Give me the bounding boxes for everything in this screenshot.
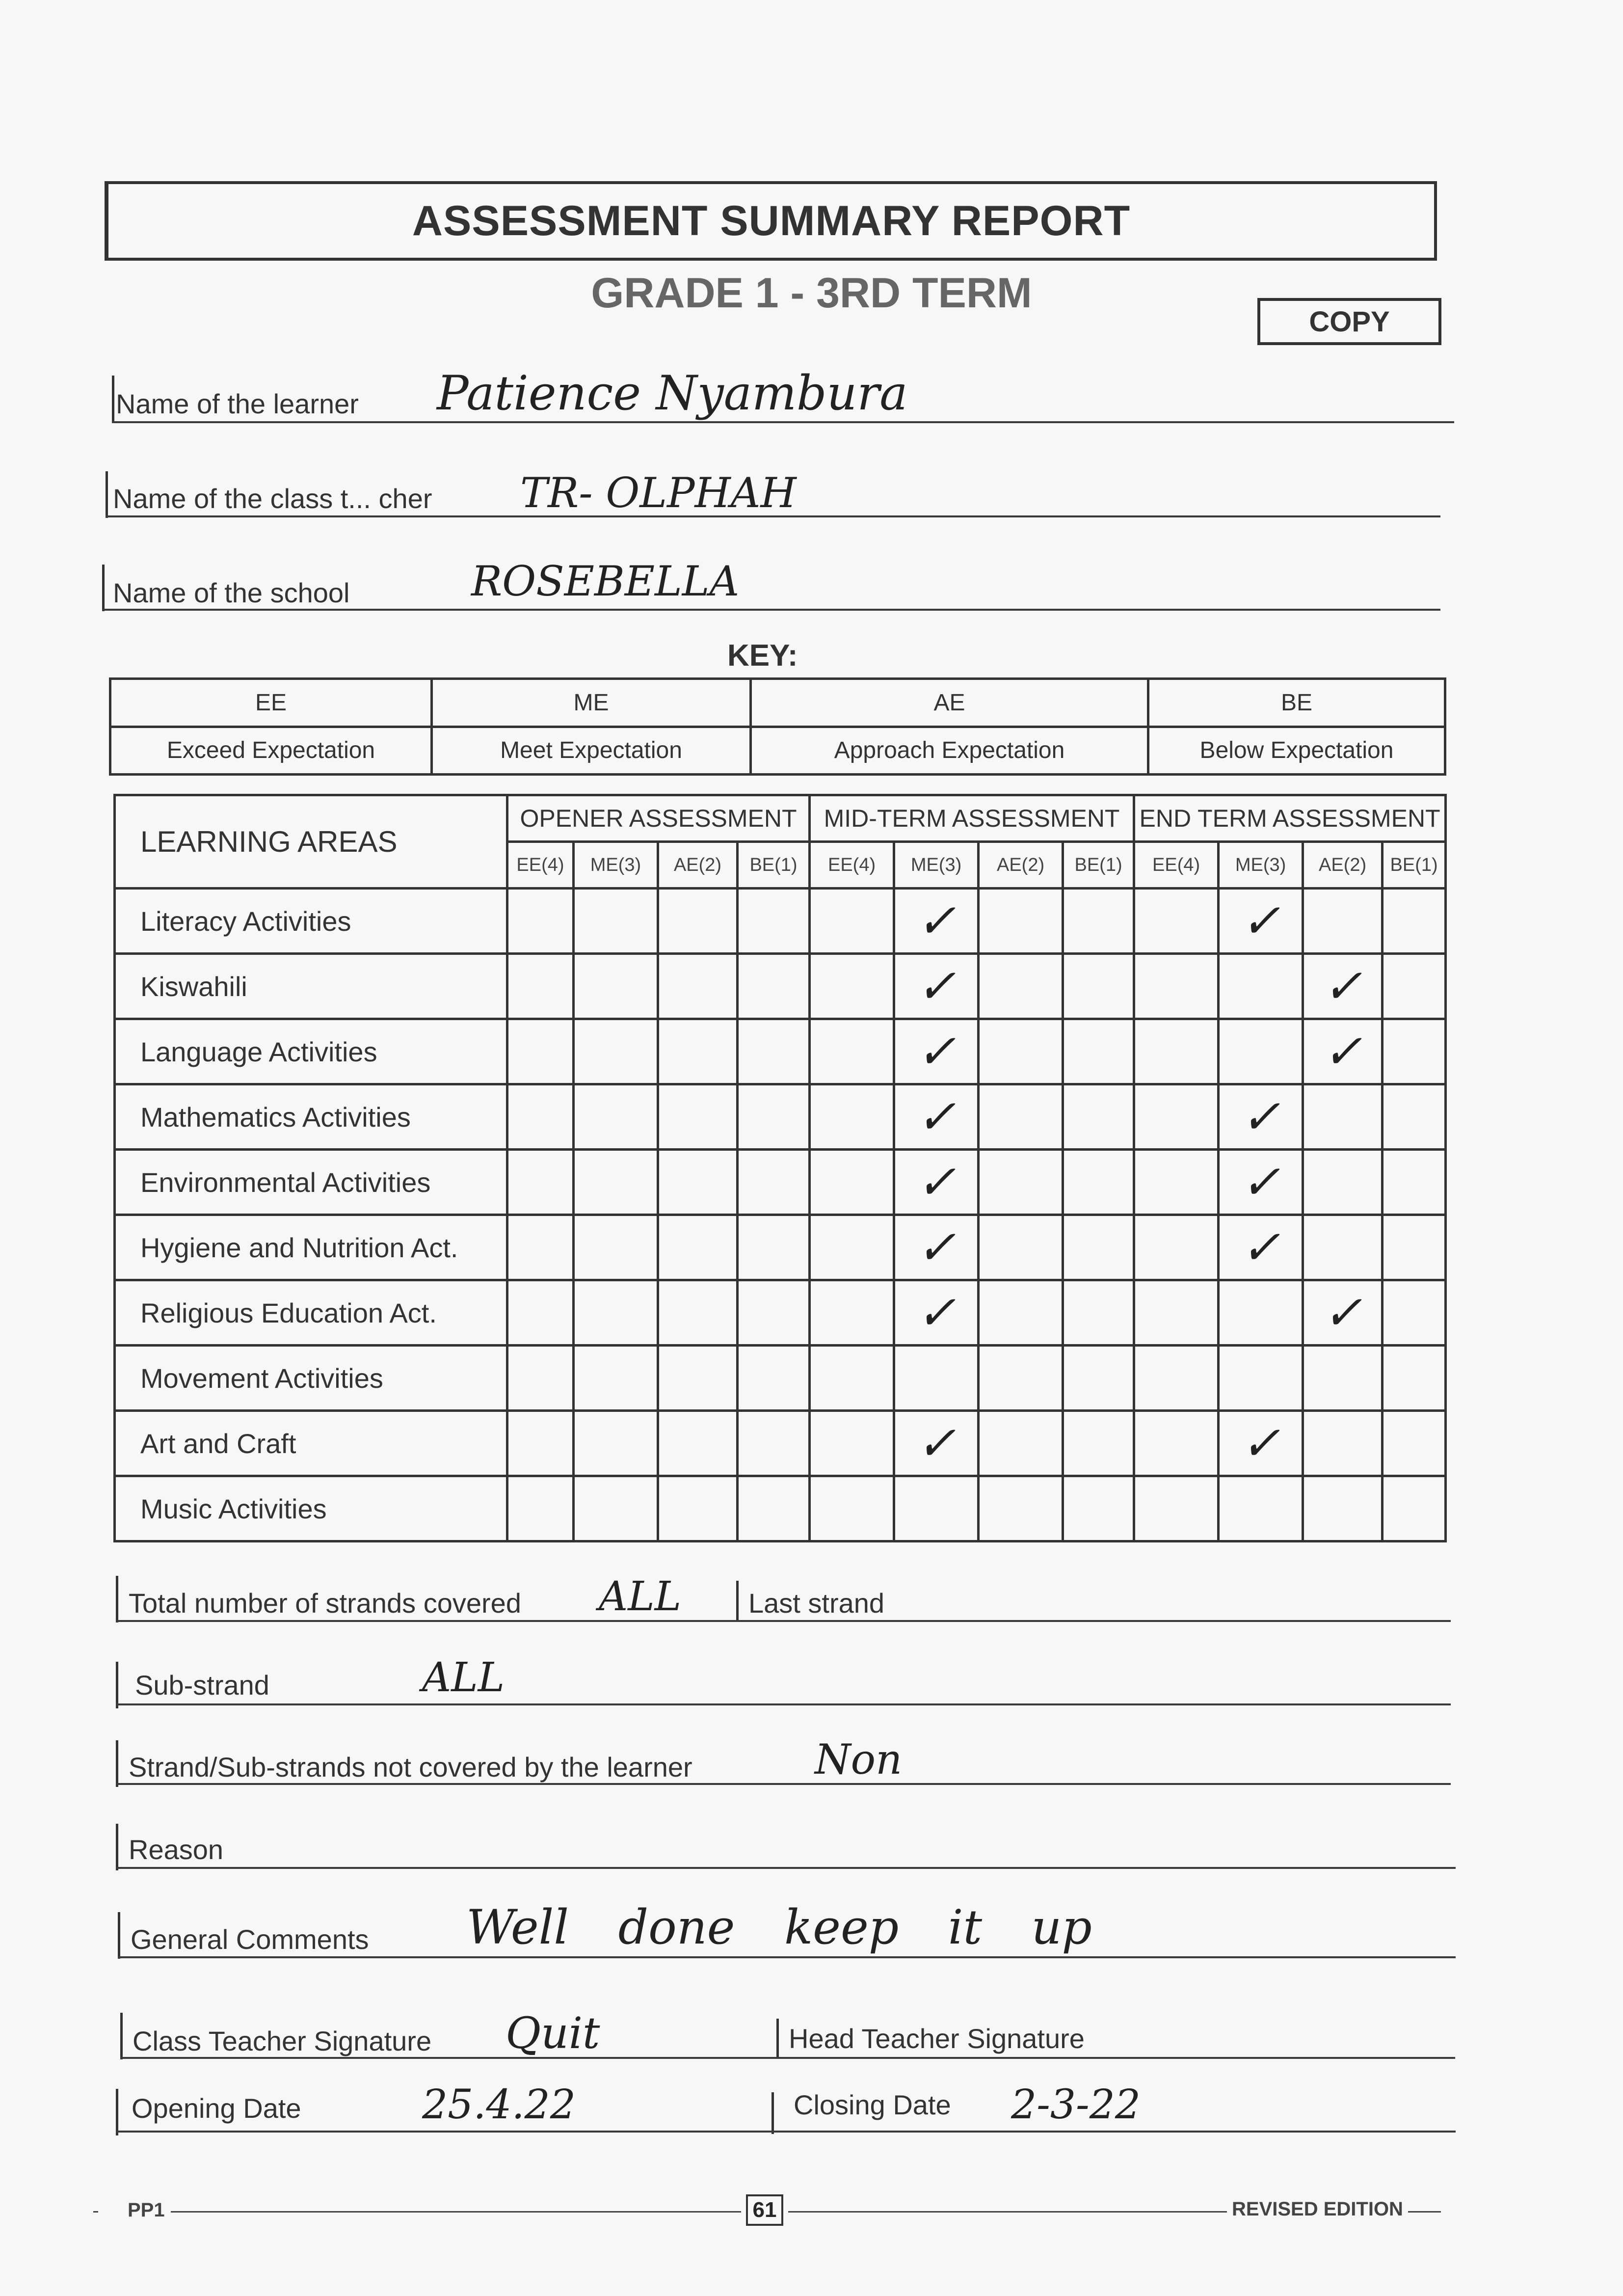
end-rating-cell[interactable] (1134, 1150, 1219, 1215)
end-rating-cell[interactable] (1383, 1215, 1446, 1280)
key-meaning-be: Below Expectation (1148, 727, 1445, 775)
opener-rating-cell[interactable] (507, 1346, 574, 1411)
strands-line (116, 1620, 1451, 1622)
opener-rating-cell[interactable] (738, 889, 810, 954)
footer-line-left (93, 2211, 741, 2213)
field-tick (736, 1581, 739, 1620)
key-code-ae: AE (751, 679, 1148, 727)
opener-rating-cell[interactable] (658, 1280, 738, 1346)
signature-line (120, 2057, 1455, 2059)
column-header: ME(3) (574, 842, 658, 889)
learning-area-row (115, 1150, 1446, 1215)
class-teacher-signature-label: Class Teacher Signature (133, 2026, 432, 2056)
mid-rating-cell[interactable] (894, 954, 979, 1019)
key-meaning-me: Meet Expectation (432, 727, 751, 775)
check-mark-icon: ✓ (1323, 1024, 1362, 1079)
end-rating-cell[interactable] (1219, 889, 1303, 954)
field-tick (116, 1576, 118, 1622)
end-rating-cell[interactable] (1134, 889, 1219, 954)
strands-covered-value: ALL (599, 1573, 682, 1620)
end-rating-cell[interactable] (1219, 1280, 1303, 1346)
mid-rating-cell[interactable] (979, 1346, 1063, 1411)
end-rating-cell[interactable] (1303, 1280, 1383, 1346)
opener-rating-cell[interactable] (574, 1411, 658, 1476)
key-code-ee: EE (110, 679, 432, 727)
end-rating-cell[interactable] (1383, 954, 1446, 1019)
mid-rating-cell[interactable] (894, 1150, 979, 1215)
opener-rating-cell[interactable] (738, 1084, 810, 1150)
check-mark-icon: ✓ (916, 1024, 956, 1079)
opener-rating-cell[interactable] (507, 1150, 574, 1215)
opener-rating-cell[interactable] (658, 1084, 738, 1150)
mid-rating-cell[interactable] (979, 889, 1063, 954)
comments-line (118, 1956, 1456, 1958)
general-comments-value: Well done keep it up (466, 1900, 1092, 1955)
end-rating-cell[interactable] (1219, 1476, 1303, 1541)
mid-rating-cell[interactable] (1063, 1476, 1134, 1541)
mid-rating-cell[interactable] (894, 1280, 979, 1346)
end-rating-cell[interactable] (1134, 1084, 1219, 1150)
mid-rating-cell[interactable] (894, 1346, 979, 1411)
mid-rating-cell[interactable] (979, 1476, 1063, 1541)
school-name-label: Name of the school (113, 577, 350, 608)
school-name-value: ROSEBELLA (471, 557, 740, 605)
column-header: AE(2) (1303, 842, 1383, 889)
opener-rating-cell[interactable] (658, 1346, 738, 1411)
footer-right-label: REVISED EDITION (1227, 2198, 1408, 2220)
opener-rating-cell[interactable] (738, 1476, 810, 1541)
mid-rating-cell[interactable] (1063, 1150, 1134, 1215)
opener-rating-cell[interactable] (507, 1411, 574, 1476)
end-rating-cell[interactable] (1303, 1411, 1383, 1476)
opener-rating-cell[interactable] (738, 1150, 810, 1215)
mid-rating-cell[interactable] (1063, 1215, 1134, 1280)
end-rating-cell[interactable] (1219, 1150, 1303, 1215)
learning-area-name: Art and Craft (115, 1411, 507, 1476)
end-rating-cell[interactable] (1303, 1476, 1383, 1541)
end-rating-cell[interactable] (1303, 1215, 1383, 1280)
page-number: 61 (746, 2194, 783, 2226)
check-mark-icon: ✓ (916, 1416, 956, 1471)
check-mark-icon: ✓ (916, 1285, 956, 1340)
learning-area-name: Music Activities (115, 1476, 507, 1541)
end-rating-cell[interactable] (1134, 954, 1219, 1019)
report-title-box (105, 181, 1437, 261)
mid-rating-cell[interactable] (979, 1280, 1063, 1346)
mid-rating-cell[interactable] (1063, 1084, 1134, 1150)
mid-rating-cell[interactable] (1063, 1019, 1134, 1084)
mid-rating-cell[interactable] (810, 1346, 894, 1411)
check-mark-icon: ✓ (916, 959, 956, 1014)
learning-area-row (115, 1411, 1446, 1476)
column-header: ME(3) (894, 842, 979, 889)
opener-rating-cell[interactable] (658, 889, 738, 954)
end-rating-cell[interactable] (1383, 1084, 1446, 1150)
check-mark-icon: ✓ (1241, 1416, 1280, 1471)
opener-rating-cell[interactable] (658, 1019, 738, 1084)
end-rating-cell[interactable] (1134, 1215, 1219, 1280)
learning-area-row (115, 1476, 1446, 1541)
mid-rating-cell[interactable] (810, 1019, 894, 1084)
opener-rating-cell[interactable] (738, 1019, 810, 1084)
learning-area-name: Environmental Activities (115, 1150, 507, 1215)
opening-date-label: Opening Date (132, 2093, 301, 2124)
mid-rating-cell[interactable] (1063, 954, 1134, 1019)
learning-area-row (115, 1084, 1446, 1150)
check-mark-icon: ✓ (916, 1089, 956, 1144)
field-tick (112, 376, 114, 422)
opener-rating-cell[interactable] (574, 889, 658, 954)
end-rating-cell[interactable] (1383, 1280, 1446, 1346)
opener-assessment-header: OPENER ASSESSMENT (507, 795, 810, 842)
learning-area-row (115, 1346, 1446, 1411)
opener-rating-cell[interactable] (574, 1019, 658, 1084)
opener-rating-cell[interactable] (574, 1215, 658, 1280)
mid-rating-cell[interactable] (810, 1084, 894, 1150)
column-header: EE(4) (507, 842, 574, 889)
report-title: ASSESSMENT SUMMARY REPORT (412, 197, 1131, 244)
end-rating-cell[interactable] (1383, 1346, 1446, 1411)
mid-rating-cell[interactable] (810, 1476, 894, 1541)
key-title: KEY: (727, 639, 798, 673)
field-tick (116, 1740, 118, 1787)
opener-rating-cell[interactable] (658, 1476, 738, 1541)
mid-rating-cell[interactable] (979, 1019, 1063, 1084)
not-covered-label: Strand/Sub-strands not covered by the learner (129, 1752, 692, 1783)
mid-rating-cell[interactable] (894, 1411, 979, 1476)
end-rating-cell[interactable] (1134, 1346, 1219, 1411)
closing-date-label: Closing Date (794, 2089, 951, 2120)
mid-rating-cell[interactable] (1063, 1280, 1134, 1346)
opener-rating-cell[interactable] (658, 1411, 738, 1476)
reason-line (116, 1867, 1456, 1869)
mid-rating-cell[interactable] (894, 1215, 979, 1280)
end-rating-cell[interactable] (1383, 1019, 1446, 1084)
learning-area-name: Hygiene and Nutrition Act. (115, 1215, 507, 1280)
report-subtitle: GRADE 1 - 3RD TERM (591, 270, 1032, 317)
check-mark-icon: ✓ (916, 1220, 956, 1275)
teacher-name-value: TR- OLPHAH (520, 469, 797, 517)
strands-covered-label: Total number of strands covered (129, 1588, 521, 1619)
learning-area-name: Movement Activities (115, 1346, 507, 1411)
learner-name-line (112, 421, 1454, 423)
substrand-value: ALL (422, 1654, 505, 1701)
opener-rating-cell[interactable] (574, 1346, 658, 1411)
end-rating-cell[interactable] (1303, 954, 1383, 1019)
mid-rating-cell[interactable] (894, 1476, 979, 1541)
field-tick (102, 565, 105, 611)
mid-rating-cell[interactable] (894, 889, 979, 954)
end-rating-cell[interactable] (1134, 1019, 1219, 1084)
last-strand-label: Last strand (748, 1588, 885, 1619)
key-table (109, 677, 1446, 776)
school-name-line (102, 609, 1440, 611)
end-rating-cell[interactable] (1303, 1150, 1383, 1215)
opener-rating-cell[interactable] (574, 1280, 658, 1346)
mid-rating-cell[interactable] (979, 1084, 1063, 1150)
opener-rating-cell[interactable] (658, 1215, 738, 1280)
substrand-line (116, 1703, 1451, 1705)
learning-area-name: Religious Education Act. (115, 1280, 507, 1346)
field-tick (116, 2089, 118, 2135)
end-rating-cell[interactable] (1134, 1280, 1219, 1346)
end-rating-cell[interactable] (1134, 1411, 1219, 1476)
column-header: BE(1) (738, 842, 810, 889)
end-rating-cell[interactable] (1383, 1411, 1446, 1476)
opener-rating-cell[interactable] (507, 1019, 574, 1084)
mid-rating-cell[interactable] (979, 1215, 1063, 1280)
opener-rating-cell[interactable] (507, 1280, 574, 1346)
mid-rating-cell[interactable] (979, 954, 1063, 1019)
key-code-me: ME (432, 679, 751, 727)
endterm-assessment-header: END TERM ASSESSMENT (1134, 795, 1446, 842)
column-header: EE(4) (810, 842, 894, 889)
field-tick (106, 471, 108, 518)
mid-rating-cell[interactable] (979, 1150, 1063, 1215)
teacher-name-line (106, 515, 1440, 517)
opener-rating-cell[interactable] (507, 954, 574, 1019)
learning-areas-header: LEARNING AREAS (115, 795, 507, 889)
key-code-be: BE (1148, 679, 1445, 727)
learning-area-name: Mathematics Activities (115, 1084, 507, 1150)
opening-date-value: 25.4.22 (422, 2081, 576, 2128)
head-teacher-signature-label: Head Teacher Signature (789, 2023, 1085, 2054)
mid-rating-cell[interactable] (810, 1215, 894, 1280)
mid-rating-cell[interactable] (894, 1084, 979, 1150)
check-mark-icon: ✓ (1323, 959, 1362, 1014)
copy-stamp: COPY (1257, 298, 1441, 345)
opener-rating-cell[interactable] (574, 1476, 658, 1541)
opener-rating-cell[interactable] (738, 1411, 810, 1476)
check-mark-icon: ✓ (1241, 1220, 1280, 1275)
end-rating-cell[interactable] (1303, 1019, 1383, 1084)
end-rating-cell[interactable] (1303, 1084, 1383, 1150)
mid-rating-cell[interactable] (810, 954, 894, 1019)
field-tick (776, 2019, 779, 2058)
check-mark-icon: ✓ (1241, 893, 1280, 948)
end-rating-cell[interactable] (1134, 1476, 1219, 1541)
key-meaning-ee: Exceed Expectation (110, 727, 432, 775)
learning-area-row (115, 889, 1446, 954)
check-mark-icon: ✓ (1323, 1285, 1362, 1340)
opener-rating-cell[interactable] (507, 1476, 574, 1541)
opener-rating-cell[interactable] (738, 1280, 810, 1346)
opener-rating-cell[interactable] (574, 954, 658, 1019)
learning-area-row (115, 1280, 1446, 1346)
end-rating-cell[interactable] (1383, 1476, 1446, 1541)
midterm-assessment-header: MID-TERM ASSESSMENT (810, 795, 1134, 842)
opener-rating-cell[interactable] (658, 1150, 738, 1215)
dates-line (116, 2131, 1456, 2133)
opener-rating-cell[interactable] (738, 1215, 810, 1280)
learning-area-row (115, 954, 1446, 1019)
check-mark-icon: ✓ (916, 1155, 956, 1210)
learning-area-name: Literacy Activities (115, 889, 507, 954)
end-rating-cell[interactable] (1219, 1215, 1303, 1280)
teacher-name-label: Name of the class t... cher (113, 483, 432, 514)
opener-rating-cell[interactable] (738, 954, 810, 1019)
class-teacher-signature: Quit (506, 2008, 600, 2058)
field-tick (116, 1824, 118, 1870)
column-header: BE(1) (1063, 842, 1134, 889)
reason-label: Reason (129, 1834, 224, 1865)
end-rating-cell[interactable] (1383, 1150, 1446, 1215)
key-meaning-ae: Approach Expectation (751, 727, 1148, 775)
mid-rating-cell[interactable] (1063, 1411, 1134, 1476)
assessment-grid (113, 794, 1447, 1542)
substrand-label: Sub-strand (135, 1670, 269, 1701)
opener-rating-cell[interactable] (658, 954, 738, 1019)
mid-rating-cell[interactable] (810, 889, 894, 954)
learner-name-label: Name of the learner (116, 388, 359, 419)
check-mark-icon: ✓ (1241, 1089, 1280, 1144)
learning-area-name: Kiswahili (115, 954, 507, 1019)
mid-rating-cell[interactable] (1063, 889, 1134, 954)
column-header: ME(3) (1219, 842, 1303, 889)
mid-rating-cell[interactable] (810, 1150, 894, 1215)
opener-rating-cell[interactable] (574, 1150, 658, 1215)
end-rating-cell[interactable] (1219, 1346, 1303, 1411)
end-rating-cell[interactable] (1219, 1411, 1303, 1476)
learning-area-row (115, 1215, 1446, 1280)
column-header: AE(2) (658, 842, 738, 889)
end-rating-cell[interactable] (1219, 1019, 1303, 1084)
not-covered-line (116, 1783, 1451, 1785)
end-rating-cell[interactable] (1383, 889, 1446, 954)
field-tick (772, 2092, 774, 2134)
end-rating-cell[interactable] (1219, 954, 1303, 1019)
field-tick (118, 1912, 120, 1959)
end-rating-cell[interactable] (1303, 889, 1383, 954)
opener-rating-cell[interactable] (507, 889, 574, 954)
learner-name-value: Patience Nyambura (437, 366, 908, 421)
check-mark-icon: ✓ (916, 893, 956, 948)
learning-area-name: Language Activities (115, 1019, 507, 1084)
mid-rating-cell[interactable] (1063, 1346, 1134, 1411)
learning-area-row (115, 1019, 1446, 1084)
mid-rating-cell[interactable] (894, 1019, 979, 1084)
mid-rating-cell[interactable] (810, 1411, 894, 1476)
field-tick (120, 2013, 123, 2059)
mid-rating-cell[interactable] (810, 1280, 894, 1346)
not-covered-value: Non (815, 1735, 903, 1783)
field-tick (116, 1662, 118, 1708)
general-comments-label: General Comments (131, 1924, 369, 1955)
column-header: AE(2) (979, 842, 1063, 889)
opener-rating-cell[interactable] (507, 1084, 574, 1150)
closing-date-value: 2-3-22 (1011, 2081, 1141, 2128)
column-header: EE(4) (1134, 842, 1219, 889)
mid-rating-cell[interactable] (979, 1411, 1063, 1476)
opener-rating-cell[interactable] (574, 1084, 658, 1150)
opener-rating-cell[interactable] (738, 1346, 810, 1411)
column-header: BE(1) (1383, 842, 1446, 889)
end-rating-cell[interactable] (1303, 1346, 1383, 1411)
end-rating-cell[interactable] (1219, 1084, 1303, 1150)
opener-rating-cell[interactable] (507, 1215, 574, 1280)
check-mark-icon: ✓ (1241, 1155, 1280, 1210)
footer-left-label: PP1 (98, 2199, 171, 2221)
